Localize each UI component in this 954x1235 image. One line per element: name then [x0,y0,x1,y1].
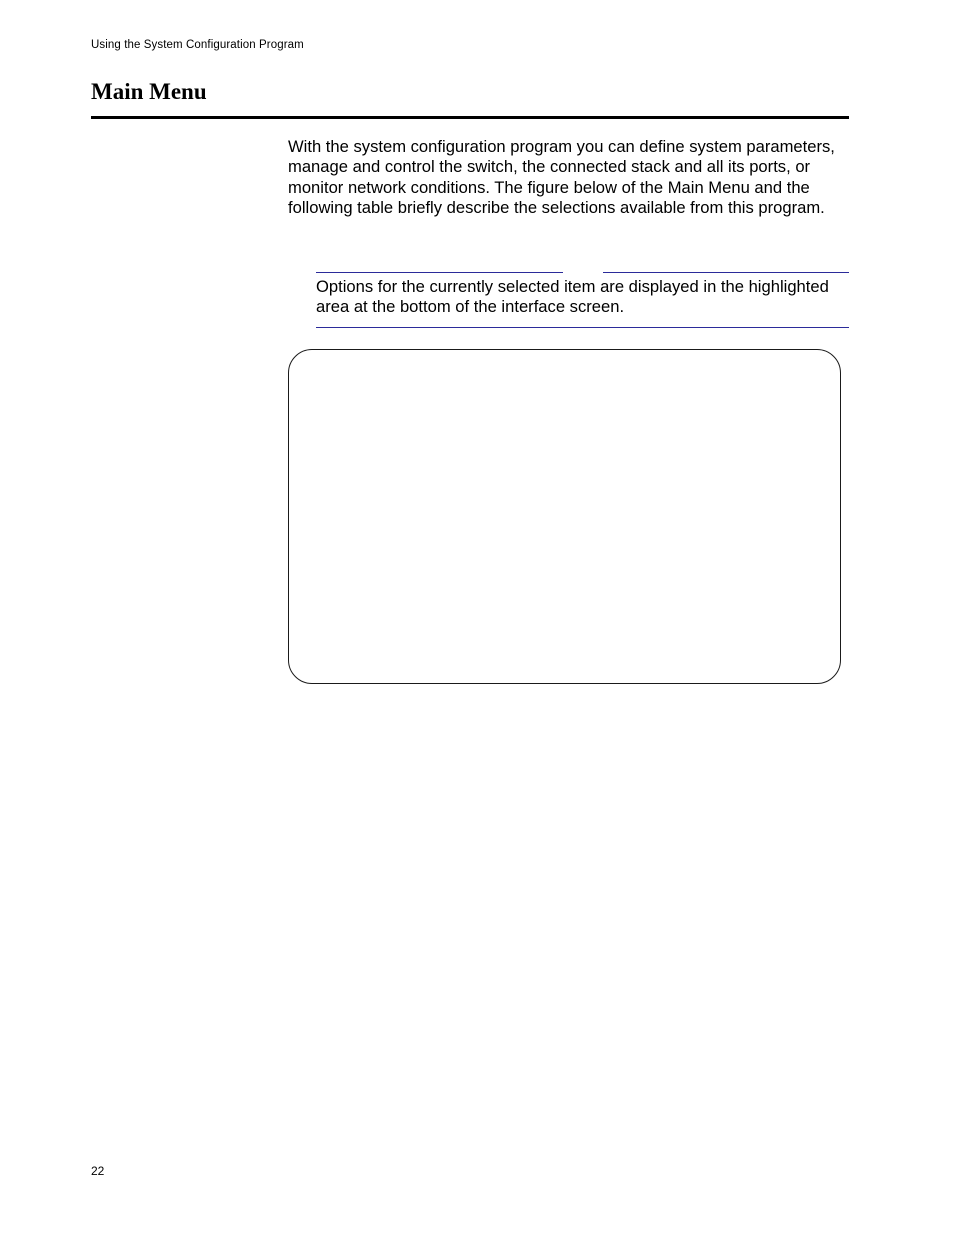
note-text: Options for the currently selected item are displayed in the highlighted area at the bottom of the interface screen. [316,277,829,317]
running-header: Using the System Configuration Program [91,39,304,51]
note-top-rule-right [603,272,849,273]
intro-paragraph: With the system configuration program you can define system parameters, manage and control the switch, the connected stack and all its ports, or monitor network conditions. The figure below of the Main Menu and the following table briefly describe the selections available from this program. [288,137,835,218]
title-rule [91,116,849,119]
page-number: 22 [91,1164,105,1178]
note-bottom-rule [316,327,849,328]
page-title: Main Menu [91,79,207,104]
note-top-rule-left [316,272,563,273]
main-menu-figure-frame [288,349,841,684]
